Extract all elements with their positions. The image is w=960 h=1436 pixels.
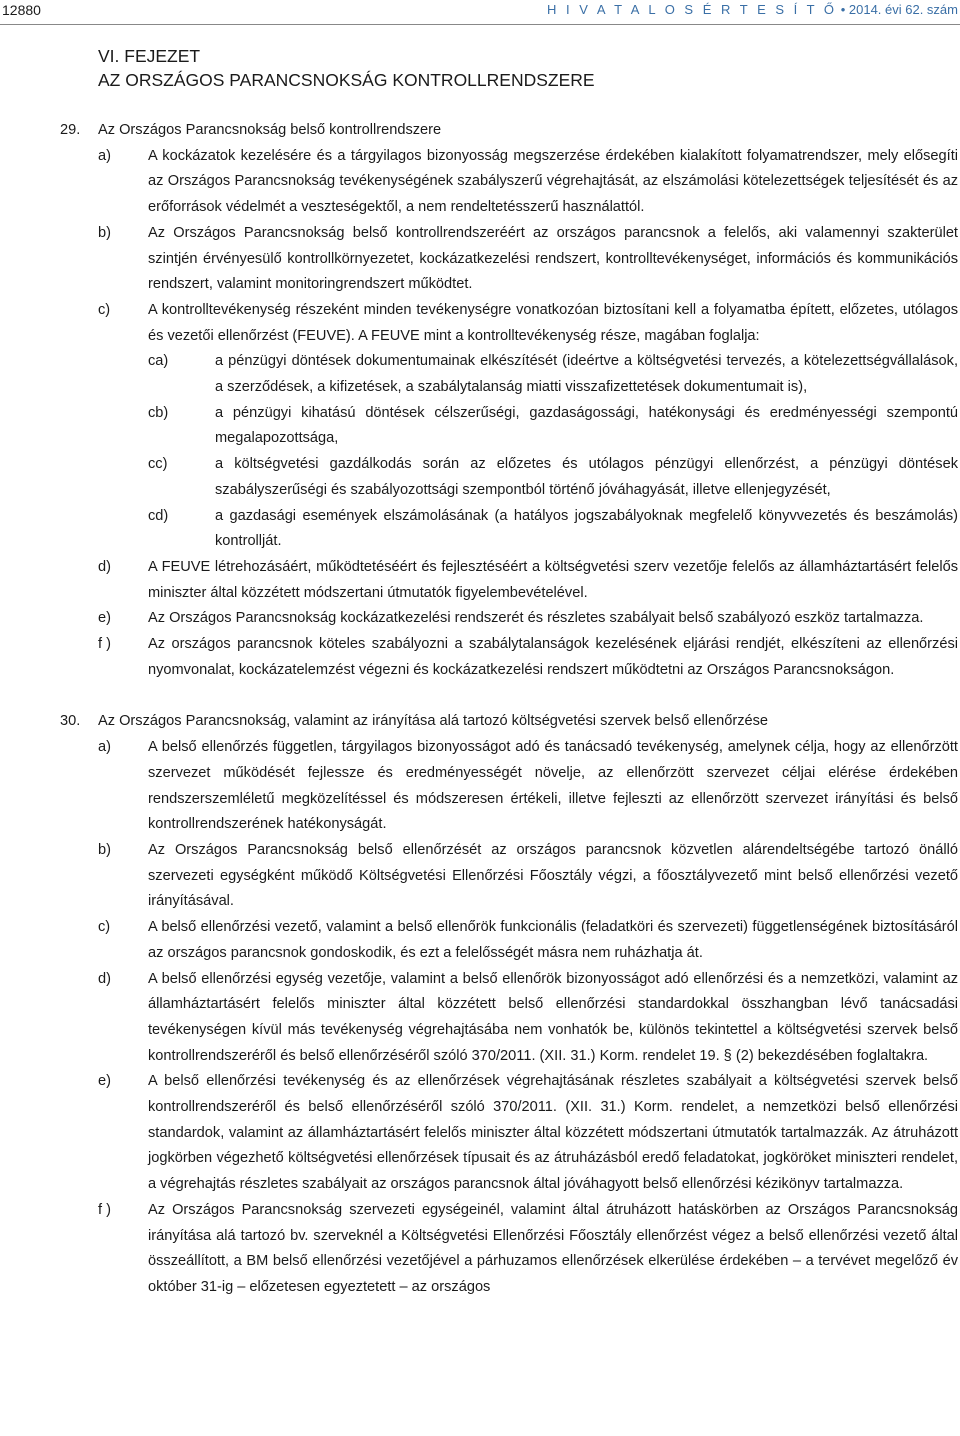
section-title: Az Országos Parancsnokság, valamint az irányítása alá tartozó költségvetési szervek belső ellenőrzése	[98, 713, 769, 730]
sub-list-item	[98, 504, 958, 555]
item-label: d)	[98, 970, 111, 987]
document-body	[60, 118, 958, 1301]
issue-number: 2014. évi 62. szám	[848, 2, 958, 17]
journal-name: H I V A T A L O S É R T E S Í T Ő	[547, 2, 838, 17]
journal-title	[547, 2, 958, 17]
list-item	[98, 221, 958, 298]
sub-item-text: a pénzügyi döntések dokumentumainak elkészítését (ideértve a költségvetési tervezés, a kötelezettségvállalások, a szerződések, a kifizetések, a szabálytalanság miatti visszafizettetések dokumentumait is),	[215, 353, 958, 396]
sub-item-text: a pénzügyi kihatású döntések célszerűségi, gazdaságossági, hatékonysági és eredményességi szempontú megalapozottsága,	[215, 404, 958, 447]
item-text: A belső ellenőrzési egység vezetője, valamint a belső ellenőrök bizonyosságot adó ellenőrzési és a nemzetközi, valamint az államháztartásért felelős miniszter által közzétett belső ellenőrzési standardokkal összhangban lévő tanácsadási tevékenységen kívül más tevékenység végrehajtásába nem vonhatók be, különös tekintettel a költségvetési szervek belső kontrollrendszeréről és belső ellenőrzéséről szóló 370/2011. (XII. 31.) Korm. rendelet 19. § (2) bekezdésében foglaltakra.	[148, 970, 958, 1064]
item-text: A belső ellenőrzési tevékenység és az ellenőrzések végrehajtásának részletes szabályait a költségvetési szervek belső kontrollrendszeréről és belső ellenőrzéséről szóló 370/2011. (XII. 31.) Korm. rendelet, a nemzetközi belső ellenőrzési standardok, valamint az államháztartásért felelős miniszter által közzétett módszertani útmutatók tartalmazzák. Az átruházott jogkörben végezhető költségvetési ellenőrzések típusait és az átruházásból eredő feladatokat, jogköröket miniszteri rendelet, a végrehajtás részletes szabályait az országos parancsnok által jóváhagyott belső ellenőrzési kézikönyv tartalmazza.	[148, 1073, 958, 1193]
item-label: b)	[98, 224, 111, 241]
item-label: d)	[98, 558, 111, 575]
item-label: c)	[98, 919, 111, 936]
item-label: b)	[98, 841, 111, 858]
item-text: A belső ellenőrzés független, tárgyilagos bizonyosságot adó és tanácsadó tevékenység, amelynek célja, hogy az ellenőrzött szervezet működését fejlessze és eredményességét növelje, az ellenőrzött szervezet céljai elérése érdekében rendszerszemléletű megközelítéssel és módszeresen értékeli, illetve fejleszti az ellenőrzött szervezet irányítási és belső kontrollrendszerének hatékonyságát.	[148, 739, 958, 833]
list-item	[98, 1069, 958, 1198]
section-number: 30.	[60, 713, 81, 730]
sub-item-text: a költségvetési gazdálkodás során az előzetes és utólagos pénzügyi ellenőrzést, a pénzügyi döntések szabályszerűségi és szabályozottsági szempontból történő jóváhagyását, illetve ellenjegyzését,	[215, 456, 958, 498]
sub-item-label: cc)	[148, 456, 168, 473]
bullet-separator: •	[840, 2, 846, 17]
item-text: Az Országos Parancsnokság szervezeti egységeinél, valamint által átruházott hatáskörben az Országos Parancsnokság irányítása alá tartozó bv. szerveknél a Költségvetési Ellenőrzési Főosztály ellenőrzést végez a belső ellenőrzési vezető által összeállított, a BM belső ellenőrzési vezetőjével a párhuzamos ellenőrzések elkerülése érdekében – a tervévet megelőző év október 31-ig – előzetesen egyeztetett – az országos	[148, 1201, 958, 1295]
sub-item-label: cb)	[148, 404, 169, 421]
item-text: A FEUVE létrehozásáért, működtetéséért és fejlesztéséért a költségvetési szerv vezetője felelős az államháztartásért felelős miniszter által közzétett módszertani útmutatók figyelembevételével.	[148, 558, 958, 601]
item-text: Az Országos Parancsnokság belső kontrollrendszeréért az országos parancsnok a felelős, aki valamennyi szakterület szintjén érvényesülő kontrollkörnyezetet, kockázatkezelési rendszert, kontrolltevékenységet, információs és kommunikációs rendszert, valamint monitoringrendszert működtet.	[148, 224, 958, 293]
list-item	[98, 967, 958, 1070]
sub-list-item	[98, 452, 958, 503]
page-header	[0, 0, 960, 25]
list-item	[98, 144, 958, 221]
item-label: a)	[98, 739, 111, 756]
sub-item-label: cd)	[148, 507, 169, 524]
section-gap	[98, 683, 958, 709]
item-text: Az Országos Parancsnokság belső ellenőrzését az országos parancsnok közvetlen alárendeltségébe tartozó önálló szervezeti egységként működő Költségvetési Ellenőrzési Főosztály végzi, a főosztályvezető mint belső ellenőrzési vezető irányításával.	[148, 841, 958, 910]
section-heading	[60, 118, 958, 144]
chapter-heading	[98, 44, 595, 92]
section-title: Az Országos Parancsnokság belső kontrollrendszere	[98, 122, 442, 138]
list-item	[98, 298, 958, 349]
sub-item-text: a gazdasági események elszámolásának (a hatályos jogszabályoknak megfelelő könyvvezetés és beszámolás) kontrollját.	[215, 507, 958, 550]
item-label: e)	[98, 610, 111, 627]
item-label: e)	[98, 1073, 111, 1090]
chapter-title: AZ ORSZÁGOS PARANCSNOKSÁG KONTROLLRENDSZERE	[98, 70, 595, 90]
section-heading	[60, 709, 958, 735]
chapter-number: VI. FEJEZET	[98, 46, 201, 66]
item-label: f )	[98, 1201, 111, 1218]
sub-item-label: ca)	[148, 353, 169, 370]
list-item	[98, 1198, 958, 1301]
item-label: f )	[98, 636, 111, 653]
item-text: Az Országos Parancsnokság kockázatkezelési rendszerét és részletes szabályait belső szabályozó eszköz tartalmazza.	[148, 610, 924, 627]
list-item	[98, 735, 958, 838]
list-item	[98, 915, 958, 966]
item-text: A belső ellenőrzési vezető, valamint a belső ellenőrök funkcionális (feladatköri és szervezeti) függetlenségének biztosításáról az országos parancsnok gondoskodik, és ezt a felelősségét másra nem ruházhatja át.	[148, 919, 958, 961]
item-label: c)	[98, 301, 111, 318]
item-text: Az országos parancsnok köteles szabályozni a szabálytalanságok kezelésének eljárási rendjét, elkészíteni az ellenőrzési nyomvonalat, kockázatelemzést végezni és kockázatkezelési rendszert működtetni az Országos Parancsnokságon.	[148, 636, 958, 678]
list-item	[98, 555, 958, 606]
page-number: 12880	[2, 2, 41, 18]
sub-list-item	[98, 401, 958, 452]
section-number: 29.	[60, 122, 81, 138]
list-item	[98, 606, 958, 632]
item-text: A kockázatok kezelésére és a tárgyilagos bizonyosság megszerzése érdekében kialakított folyamatrendszer, mely elősegíti az Országos Parancsnokság tevékenységének szabályszerű végrehajtását, az elszámolási kötelezettségek teljesítését és az erőforrások védelmét a veszteségektől, a nem rendeltetésszerű használattól.	[148, 147, 958, 216]
list-item	[98, 838, 958, 915]
item-text: A kontrolltevékenység részeként minden tevékenységre vonatkozóan biztosítani kell a folyamatba épített, előzetes, utólagos és vezetői ellenőrzést (FEUVE). A FEUVE mint a kontrolltevékenység része, magában foglalja:	[148, 301, 958, 344]
list-item	[98, 632, 958, 683]
item-label: a)	[98, 147, 111, 164]
sub-list-item	[98, 349, 958, 400]
